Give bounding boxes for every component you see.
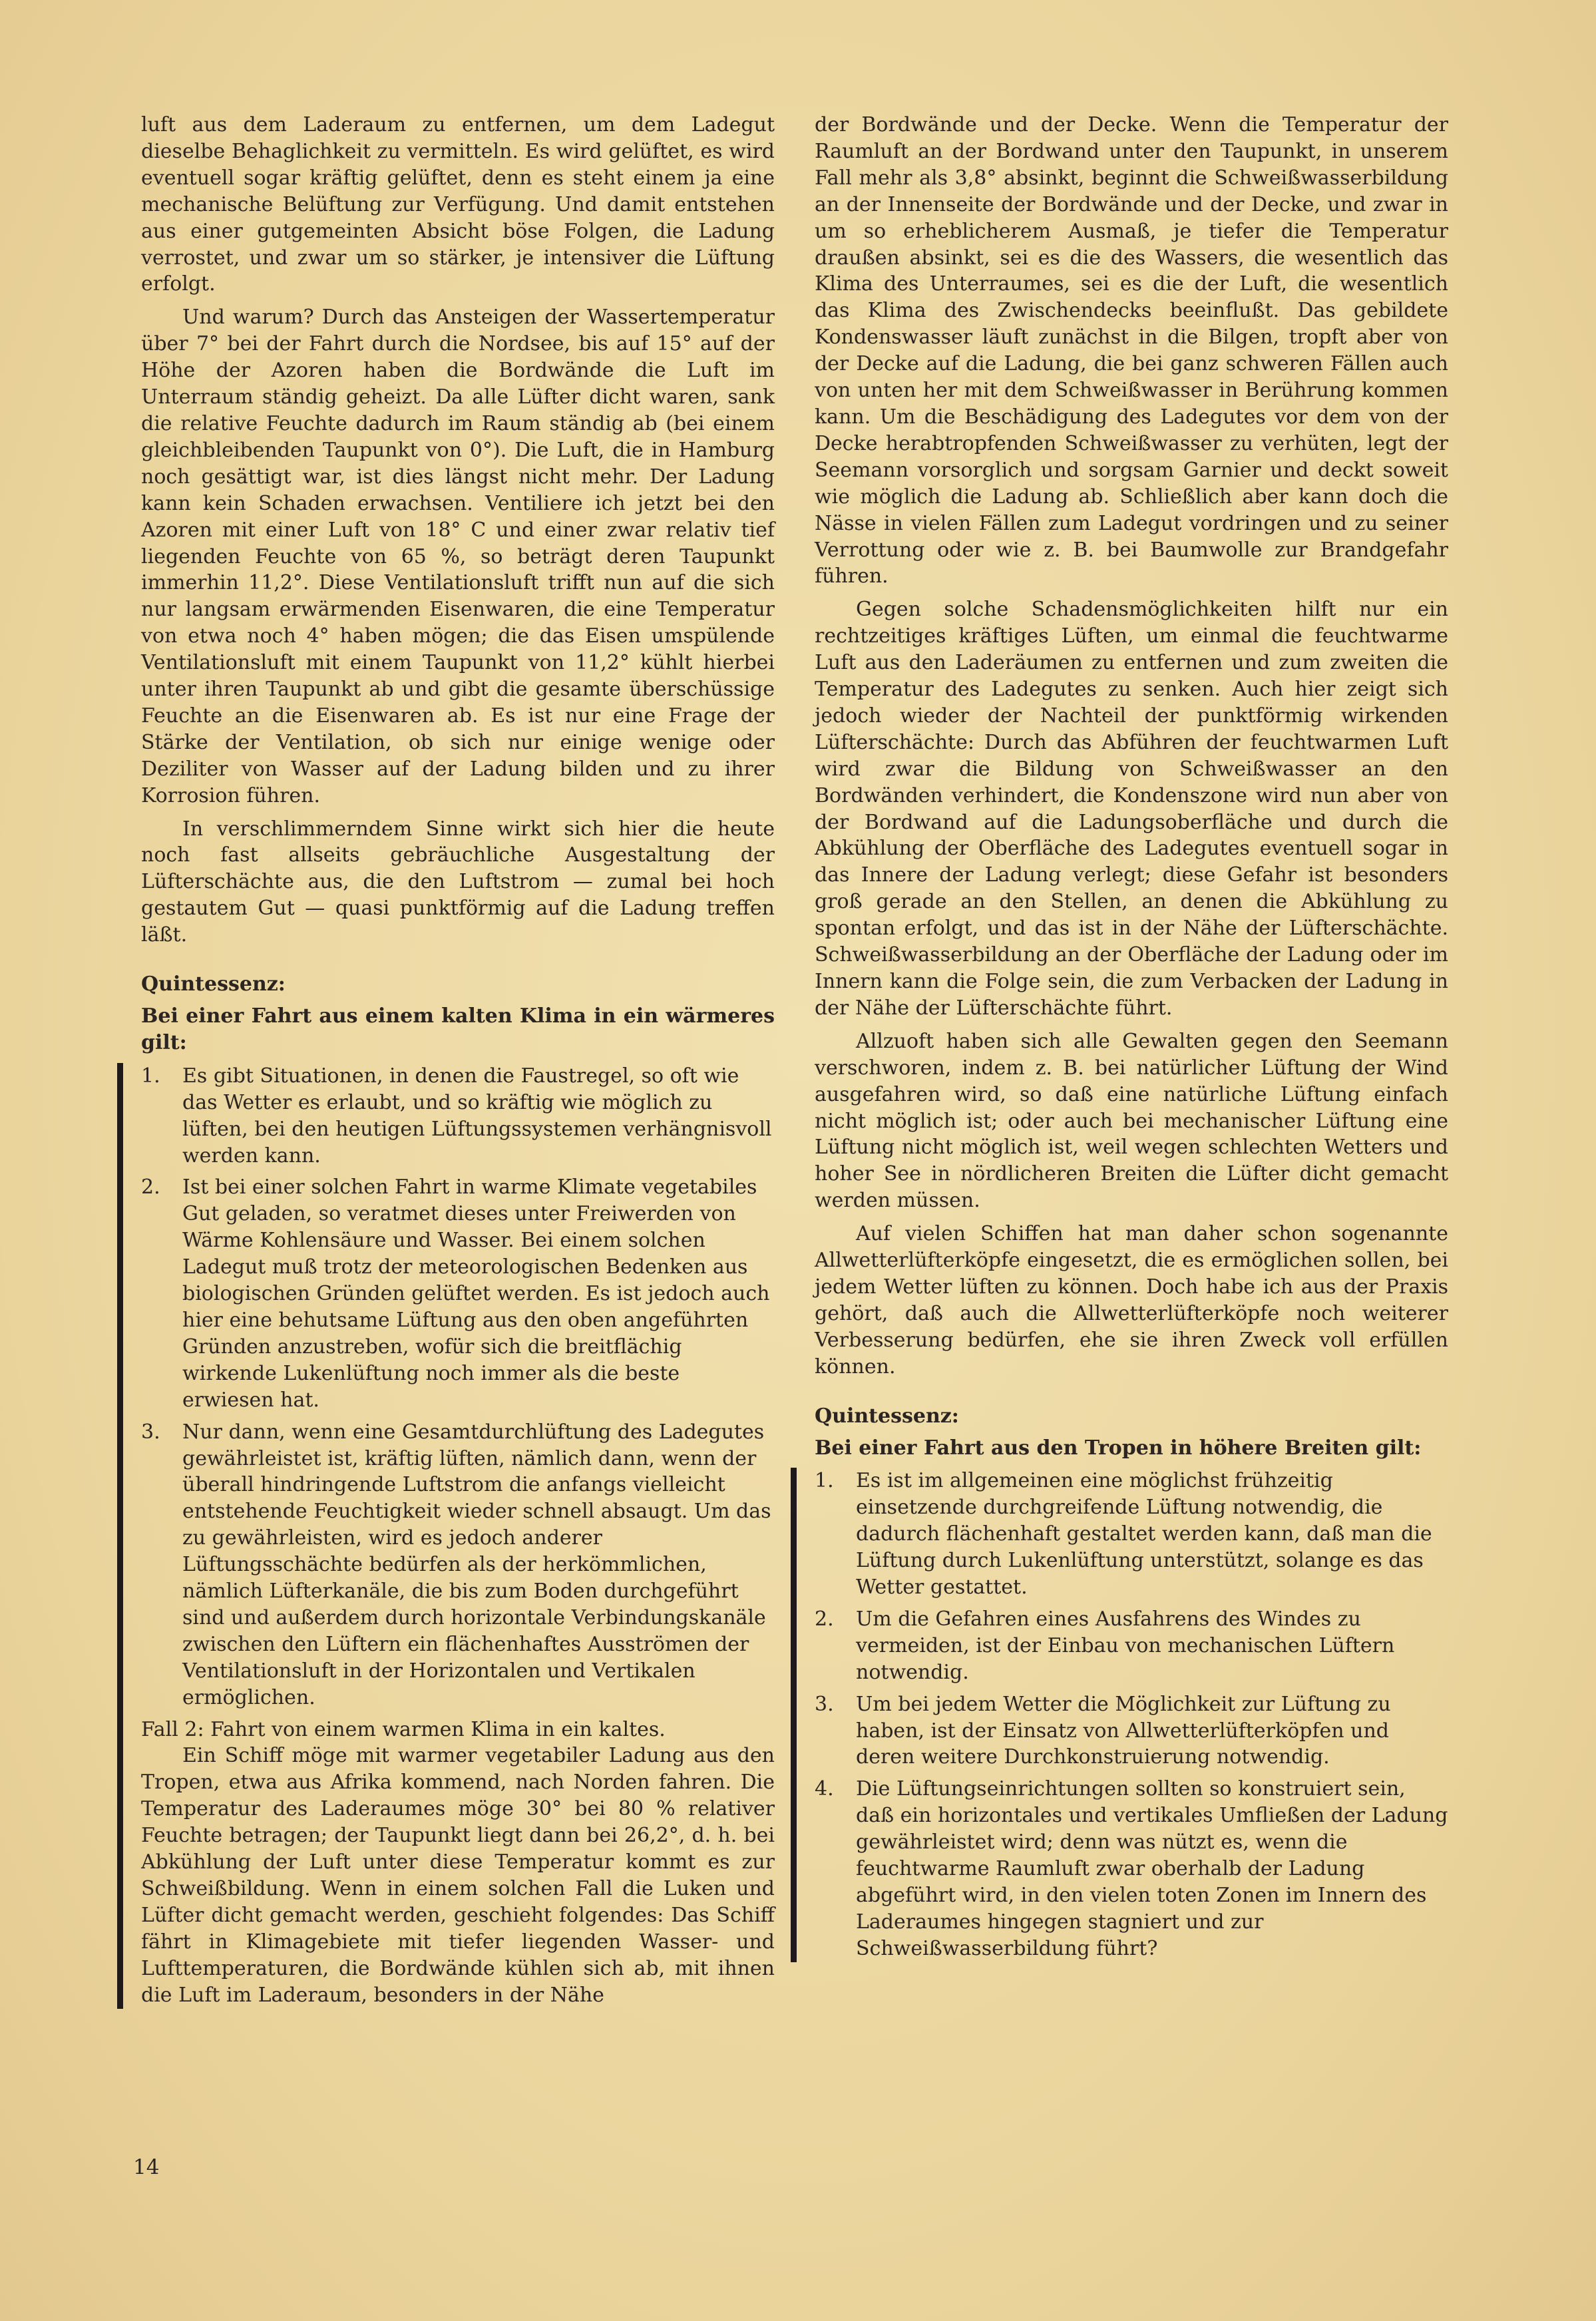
- quintessenz-subheading: Bei einer Fahrt aus einem kalten Klima in ein wärmeres gilt:: [141, 1004, 775, 1054]
- list-number: 3.: [141, 1420, 160, 1444]
- right-column: [815, 112, 1448, 1968]
- quintessenz-bar: [117, 1063, 123, 2009]
- list-number: 2.: [141, 1175, 160, 1199]
- list-item: [815, 1691, 1448, 1771]
- left-column: [141, 112, 775, 2009]
- paragraph: Und warum? Durch das Ansteigen der Wassertemperatur über 7° bei der Fahrt durch die Nordsee, bis auf 15° auf der Höhe der Azoren haben die Bordwände die Luft im Unterraum ständig geheizt. Da alle Lüfter dicht waren, sank die relative Feuchte dadurch im Raum ständig ab (bei einem gleichbleibenden Taupunkt von 0°). Die Luft, die in Hamburg noch gesättigt war, ist dies längst nicht mehr. Der Ladung kann kein Schaden erwachsen. Ventiliere ich jetzt bei den Azoren mit einer Luft von 18° C und einer zwar relativ tief liegenden Feuchte von 65 %, so beträgt deren Taupunkt immerhin 11,2°. Diese Ventilationsluft trifft nun auf die sich nur langsam erwärmenden Eisenwaren, die eine Temperatur von etwa noch 4° haben mögen; die das Eisen umspülende Ventilationsluft mit einem Taupunkt von 11,2° kühlt hierbei unter ihren Taupunkt ab und gibt die gesamte überschüssige Feuchte an die Eisenwaren ab. Es ist nur eine Frage der Stärke der Ventilation, ob sich nur einige wenige oder Deziliter von Wasser auf der Ladung bilden und zu ihrer Korrosion führen.: [141, 306, 775, 807]
- quintessenz-list: [815, 1468, 1448, 1962]
- list-item: [141, 1174, 775, 1413]
- list-item: [815, 1606, 1448, 1686]
- list-item: [141, 1063, 775, 1169]
- quintessenz-subheading: Bei einer Fahrt aus den Tropen in höhere Breiten gilt:: [815, 1436, 1422, 1460]
- list-text: Um bei jedem Wetter die Möglichkeit zur Lüftung zu haben, ist der Einsatz von Allwetterlüfterköpfen und deren weitere Durchkonstruierung notwendig.: [856, 1692, 1391, 1769]
- list-text: Nur dann, wenn eine Gesamtdurchlüftung des Ladegutes gewährleistet ist, kräftig lüften, nämlich dann, wenn der überall hindringende Luftstrom die anfangs vielleicht entstehende Feuchtigkeit wieder schnell absaugt. Um das zu gewährleisten, wird es jedoch anderer Lüftungsschächte bedürfen als der herkömmlichen, nämlich Lüfterkanäle, die bis zum Boden durchgeführt sind und außerdem durch horizontale Verbindungskanäle zwischen den Lüftern ein flächenhaftes Ausströmen der Ventilationsluft in der Horizontalen und Vertikalen ermöglichen.: [182, 1420, 771, 1709]
- paragraph: In verschlimmerndem Sinne wirkt sich hier die heute noch fast allseits gebräuchliche Ausgestaltung der Lüfterschächte aus, die den Luftstrom — zumal bei hoch gestautem Gut — quasi punktförmig auf die Ladung treffen läßt.: [141, 817, 775, 947]
- paragraph: Ein Schiff möge mit warmer vegetabiler Ladung aus den Tropen, etwa aus Afrika kommend, nach Norden fahren. Die Temperatur des Laderaumes möge 30° bei 80 % relativer Feuchte betragen; der Taupunkt liegt dann bei 26,2°, d. h. bei Abkühlung der Luft unter diese Temperatur kommt es zur Schweißbildung. Wenn in einem solchen Fall die Luken und Lüfter dicht gemacht werden, geschieht folgendes: Das Schiff fährt in Klimagebiete mit tiefer liegenden Wasser- und Lufttemperaturen, die Bordwände kühlen sich ab, mit ihnen die Luft im Laderaum, besonders in der Nähe: [141, 1744, 775, 2007]
- list-number: 1.: [141, 1064, 160, 1088]
- list-number: 1.: [815, 1469, 834, 1493]
- list-item: [141, 1419, 775, 1711]
- paragraph: Auf vielen Schiffen hat man daher schon sogenannte Allwetterlüfterköpfe eingesetzt, die es ermöglichen sollen, bei jedem Wetter lüften zu können. Doch habe ich aus der Praxis gehört, daß auch die Allwetterlüfterköpfe noch weiterer Verbesserung bedürfen, ehe sie ihren Zweck voll erfüllen können.: [815, 1222, 1448, 1378]
- list-text: Um die Gefahren eines Ausfahrens des Windes zu vermeiden, ist der Einbau von mechanischen Lüftern notwendig.: [856, 1607, 1395, 1684]
- list-item: [815, 1776, 1448, 1962]
- list-number: 2.: [815, 1607, 834, 1631]
- list-item: [815, 1468, 1448, 1601]
- quintessenz-heading: Quintessenz:: [815, 1404, 959, 1428]
- list-number: 4.: [815, 1777, 834, 1801]
- paragraph: Allzuoft haben sich alle Gewalten gegen den Seemann verschworen, indem z. B. bei natürlicher Lüftung der Wind ausgefahren wird, so daß eine natürliche Lüftung einfach nicht möglich ist; oder auch bei mechanischer Lüftung eine Lüftung nicht möglich ist, weil wegen schlechten Wetters und hoher See in nördlicheren Breiten die Lüfter dicht gemacht werden müssen.: [815, 1029, 1448, 1213]
- quintessenz-heading: Quintessenz:: [141, 972, 286, 996]
- fall-heading: Fall 2: Fahrt von einem warmen Klima in ein kaltes.: [141, 1717, 666, 1741]
- quintessenz-list: [141, 1063, 775, 2009]
- quintessenz-bar: [791, 1468, 797, 1962]
- page-number: 14: [133, 2155, 160, 2179]
- list-number: 3.: [815, 1692, 834, 1716]
- list-text: Ist bei einer solchen Fahrt in warme Klimate vegetabiles Gut geladen, so veratmet dieses unter Freiwerden von Wärme Kohlensäure und Wasser. Bei einem solchen Ladegut muß trotz der meteorologischen Bedenken aus biologischen Gründen gelüftet werden. Es ist jedoch auch hier eine behutsame Lüftung aus den oben angeführten Gründen anzustreben, wofür sich die breitflächig wirkende Lukenlüftung noch immer als die beste erwiesen hat.: [182, 1175, 770, 1412]
- paragraph: der Bordwände und der Decke. Wenn die Temperatur der Raumluft an der Bordwand unter den Taupunkt, in unserem Fall mehr als 3,8° absinkt, beginnt die Schweißwasserbildung an der Innenseite der Bordwände und der Decke, und zwar in um so erheblicherem Ausmaß, je tiefer die Temperatur draußen absinkt, sei es die des Wassers, die wesentlich das Klima des Unterraumes, sei es die der Luft, die wesentlich das Klima des Zwischendecks beeinflußt. Das gebildete Kondenswasser läuft zunächst in die Bilgen, tropft aber von der Decke auf die Ladung, die bei ganz schweren Fällen auch von unten her mit dem Schweißwasser in Berührung kommen kann. Um die Beschädigung des Ladegutes vor dem von der Decke herabtropfenden Schweißwasser zu verhüten, legt der Seemann vorsorglich und sorgsam Garnier und deckt soweit wie möglich die Ladung ab. Schließlich aber kann doch die Nässe in vielen Fällen zum Ladegut vordringen und zu seiner Verrottung oder wie z. B. bei Baumwolle zur Brandgefahr führen.: [815, 113, 1448, 588]
- list-text: Es ist im allgemeinen eine möglichst frühzeitig einsetzende durchgreifende Lüftung notwendig, die dadurch flächenhaft gestaltet werden kann, daß man die Lüftung durch Lukenlüftung unterstützt, solange es das Wetter gestattet.: [856, 1469, 1432, 1599]
- list-text: Es gibt Situationen, in denen die Faustregel, so oft wie das Wetter es erlaubt, und so kräftig wie möglich zu lüften, bei den heutigen Lüftungssystemen verhängnisvoll werden kann.: [182, 1064, 772, 1167]
- list-text: Die Lüftungseinrichtungen sollten so konstruiert sein, daß ein horizontales und vertikales Umfließen der Ladung gewährleistet wird; denn was nützt es, wenn die feuchtwarme Raumluft zwar oberhalb der Ladung abgeführt wird, in den vielen toten Zonen im Innern des Laderaumes hingegen stagniert und zur Schweißwasserbildung führt?: [856, 1777, 1448, 1960]
- paragraph: Gegen solche Schadensmöglichkeiten hilft nur ein rechtzeitiges kräftiges Lüften, um einmal die feuchtwarme Luft aus den Laderäumen zu entfernen und zum zweiten die Temperatur des Ladegutes zu senken. Auch hier zeigt sich jedoch wieder der Nachteil der punktförmig wirkenden Lüfterschächte: Durch das Abführen der feuchtwarmen Luft wird zwar die Bildung von Schweißwasser an den Bordwänden verhindert, die Kondenszone wird nun aber von der Bordwand auf die Ladungsoberfläche und durch die Abkühlung der Oberfläche des Ladegutes eventuell sogar in das Innere der Ladung verlegt; diese Gefahr ist besonders groß gerade an den Stellen, an denen die Abkühlung zu spontan erfolgt, und das ist in der Nähe der Lüfterschächte. Schweißwasserbildung an der Oberfläche der Ladung oder im Innern kann die Folge sein, die zum Verbacken der Ladung in der Nähe der Lüfterschächte führt.: [815, 598, 1448, 1020]
- paragraph: luft aus dem Laderaum zu entfernen, um dem Ladegut dieselbe Behaglichkeit zu vermitteln. Es wird gelüftet, es wird eventuell sogar kräftig gelüftet, denn es steht einem ja eine mechanische Belüftung zur Verfügung. Und damit entstehen aus einer gutgemeinten Absicht böse Folgen, die Ladung verrostet, und zwar um so stärker, je intensiver die Lüftung erfolgt.: [141, 113, 775, 296]
